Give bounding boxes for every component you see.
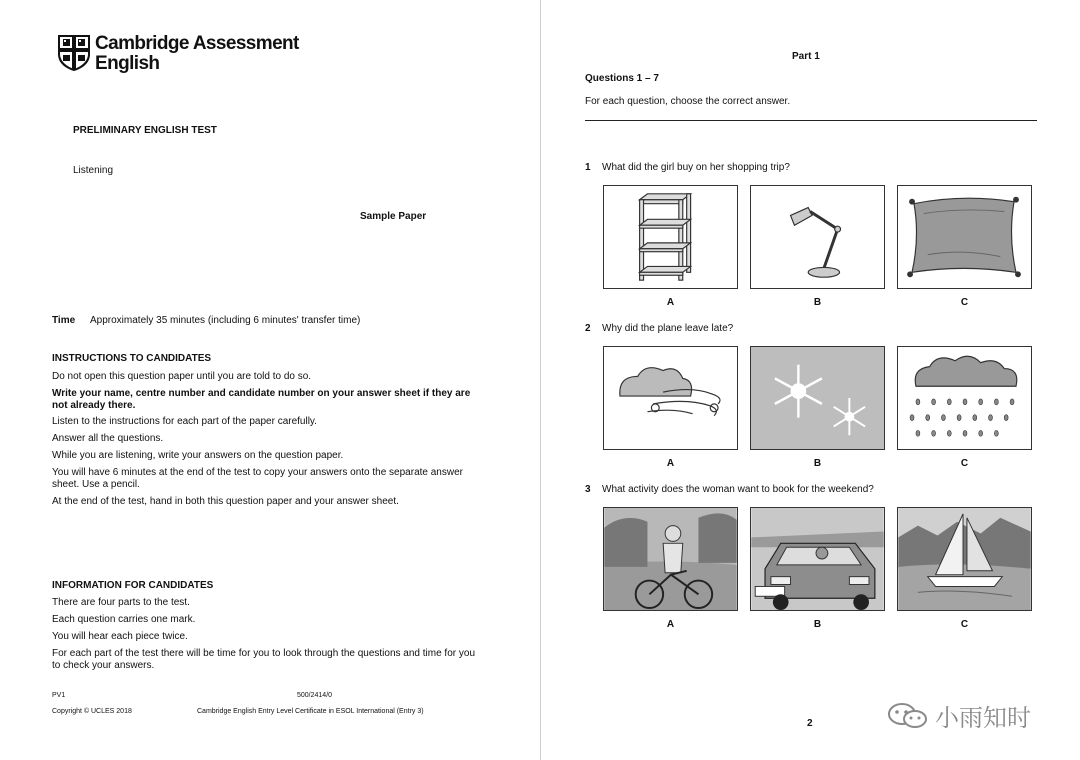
rain-image[interactable] [897, 346, 1032, 450]
instruction-line: While you are listening, write your answers on the question paper. [52, 450, 344, 461]
sailing-image[interactable] [897, 507, 1032, 611]
footer-copyright: Copyright © UCLES 2018 [52, 708, 132, 715]
questions-range: Questions 1 – 7 [585, 73, 659, 84]
information-line: For each part of the test there will be time for you to look through the questions and time for you to check your answers. [52, 648, 476, 671]
q3-option-a[interactable]: A [666, 619, 675, 630]
instruction-line: At the end of the test, hand in both this question paper and your answer sheet. [52, 496, 399, 507]
q2-option-c[interactable]: C [960, 458, 969, 469]
q1-option-a[interactable]: A [666, 297, 675, 308]
question-1-number: 1 [585, 162, 591, 173]
part-title: Part 1 [792, 51, 820, 62]
instruction-line: You will have 6 minutes at the end of the test to copy your answers onto the separate answer sheet. Use a pencil. [52, 467, 463, 490]
q1-option-b[interactable]: B [813, 297, 822, 308]
time-label: Time [52, 315, 76, 326]
footer-ref: 500/2414/0 [297, 692, 333, 699]
driving-image[interactable] [750, 507, 885, 611]
information-line: You will hear each piece twice. [52, 631, 188, 642]
q2-option-b[interactable]: B [813, 458, 822, 469]
cambridge-shield-icon [57, 34, 91, 72]
sample-paper-label: Sample Paper [360, 211, 427, 222]
test-name: PRELIMINARY ENGLISH TEST [73, 125, 217, 136]
q2-option-a[interactable]: A [666, 458, 675, 469]
instruction-line: Write your name, centre number and candidate number on your answer sheet if they are not already there. [52, 388, 471, 411]
information-line: There are four parts to the test. [52, 597, 190, 608]
logo-line-1: Cambridge Assessment [95, 33, 299, 54]
information-heading: INFORMATION FOR CANDIDATES [52, 580, 214, 591]
question-3-number: 3 [585, 484, 591, 495]
footer-code: PV1 [52, 692, 66, 699]
cycling-image[interactable] [603, 507, 738, 611]
footer-certificate: Cambridge English Entry Level Certificate in ESOL International (Entry 3) [197, 708, 424, 715]
wind-image[interactable] [603, 346, 738, 450]
logo-line-2: English [95, 53, 160, 74]
question-3-text: What activity does the woman want to book for the weekend? [602, 484, 874, 495]
page-number: 2 [807, 718, 813, 729]
information-line: Each question carries one mark. [52, 614, 196, 625]
question-2-text: Why did the plane leave late? [602, 323, 734, 334]
paper-name: Listening [73, 165, 114, 176]
cambridge-logo [57, 34, 299, 74]
q1-option-c[interactable]: C [960, 297, 969, 308]
question-2-number: 2 [585, 323, 591, 334]
watermark-text: 小雨知时 [935, 704, 1031, 732]
wechat-icon [887, 701, 929, 731]
instruction-text: For each question, choose the correct answer. [585, 96, 791, 107]
snow-image[interactable] [750, 346, 885, 450]
watermark [887, 698, 1031, 733]
instruction-line: Do not open this question paper until you are told to do so. [52, 371, 312, 382]
instructions-heading: INSTRUCTIONS TO CANDIDATES [52, 353, 212, 364]
q3-option-b[interactable]: B [813, 619, 822, 630]
question-1-text: What did the girl buy on her shopping trip? [602, 162, 790, 173]
instruction-line: Answer all the questions. [52, 433, 164, 444]
q3-option-c[interactable]: C [960, 619, 969, 630]
section-rule [585, 120, 1037, 121]
instruction-line: Listen to the instructions for each part of the paper carefully. [52, 416, 317, 427]
bookshelf-image[interactable] [603, 185, 738, 289]
cushion-image[interactable] [897, 185, 1032, 289]
desk-lamp-image[interactable] [750, 185, 885, 289]
time-text: Approximately 35 minutes (including 6 minutes' transfer time) [90, 315, 361, 326]
right-page [541, 0, 1080, 760]
